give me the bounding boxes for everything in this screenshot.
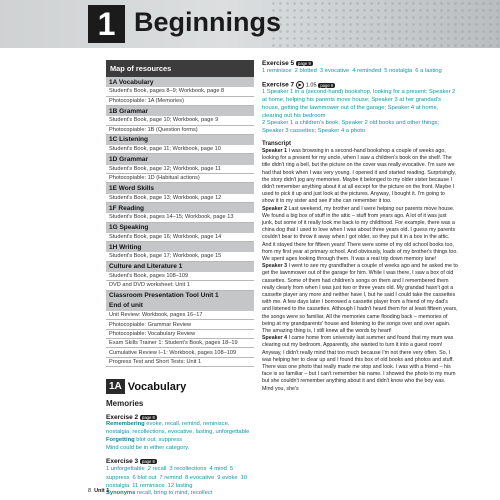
section-subtitle: Memories — [106, 399, 144, 409]
transcript-paragraph: Speaker 1 I was browsing in a second-hand bookshop a couple of weeks ago, looking for a present for my uncle, when I saw a children's book on the shelf. The title didn't ring a bell, but the picture on the cover was really evocative. I'm sure we had that book when I was very young. I opened it and started reading. Surprisingly, the story didn't jog any memories. Maybe it belonged to my older sister because I didn't remember anything about it at all except for the picture on the front. Maybe I used to pick it up and just look at the pictures. Anyway, I bought it. I'm going to show it to my sister and see if she can remember it too. — [262, 147, 456, 205]
answer-item: 3 evocative — [319, 68, 350, 74]
audio-icon: ▶ — [296, 81, 304, 89]
transcript-paragraph: Speaker 2 Last weekend, my brother and I were helping our parents move house. We found a big box of stuff in the attic – stuff from years ago. A lot of it was just junk, but some of it really took me back to my childhood. For example, there was a china dog that I used to love when I was about three years old. I guess my parents couldn't bear to throw it away when I got older, so they put it in a box in the attic. And it stayed there for fifteen years! There were some of my old school books too, from my first year at primary school. And obviously, loads of my brother's things too. We spent ages looking through them. It was a real trip down memory lane! — [262, 205, 458, 263]
map-section-title: 1A Vocabulary — [106, 77, 254, 87]
exercise-7-title: Exercise 7 ▶ 1.05 page 9 — [262, 81, 334, 89]
answer-item: 3 recollections — [169, 466, 207, 473]
answer-item: 5 suppress — [106, 466, 234, 481]
exercise-2-answers — [106, 421, 254, 452]
lesson-title: Vocabulary — [127, 380, 187, 393]
map-section-title: Classroom Presentation Tool Unit 1 — [106, 291, 254, 301]
page-tag: page 8 — [141, 414, 155, 420]
answer-line: 1 Speaker 1 in a (second-hand) bookshop, looking for a present; Speaker 2 at home, helping his parents move house; Speaker 3 at her grandad's house, getting the lawnmower out of the garage; Speaker 4 at home, clearing out his bedroom — [262, 89, 456, 119]
map-section-line: Student's Book, pages 8–9; Workbook, page 8 — [106, 87, 254, 96]
answer-item: 10 nostalgia — [106, 474, 248, 489]
answer-line: Mind could be in either category. — [106, 444, 190, 451]
map-section-title: 1E Word Skills — [106, 183, 254, 193]
map-section-title: 1G Speaking — [106, 223, 254, 233]
left-column — [106, 60, 254, 498]
transcript-title: Transcript — [262, 140, 292, 147]
map-section-title: 1F Reading — [106, 203, 254, 213]
exercise-2-title: Exercise 2 page 8 — [106, 414, 155, 422]
page-number: 8 — [88, 488, 92, 494]
answer-item: 6 blot out — [132, 474, 157, 481]
map-section-line: Photocopiable: 1B (Question forms) — [106, 126, 254, 135]
chapter-banner — [0, 0, 500, 48]
lesson-badge: 1A — [106, 379, 125, 394]
map-section-line: Progress Test and Short Tests: Unit 1 — [106, 358, 254, 367]
footer-unit: Unit 1 — [94, 488, 110, 494]
page-tag: page 9 — [297, 60, 311, 66]
map-of-resources — [106, 60, 254, 367]
map-section-line: Student's Book, page 11; Workbook, page 10 — [106, 145, 254, 154]
unit-title: Beginnings — [134, 7, 281, 37]
answer-item: 6 a lasting — [415, 68, 442, 74]
answer-item: 9 evoke — [217, 474, 238, 481]
map-section-title: 1H Writing — [106, 242, 254, 252]
map-section-title: 1D Grammar — [106, 154, 254, 164]
answer-item: 7 remind — [159, 474, 182, 481]
map-section-line: Photocopiable: Vocabulary Review — [106, 330, 254, 339]
exercise-3-answers — [106, 465, 254, 489]
map-section-line: Photocopiable: Grammar Review — [106, 320, 254, 329]
answer-item: 4 reminded — [352, 68, 382, 74]
answer-item: 11 reminisce — [132, 482, 165, 489]
exercise-5-answers — [262, 67, 458, 75]
exercise-5-title: Exercise 5 page 9 — [262, 60, 311, 67]
synonyms-line: Synonyms recall, bring to mind, recollect — [106, 489, 213, 496]
answer-item: 2 recall — [147, 466, 167, 473]
exercise-3-title: Exercise 3 page 8 — [106, 458, 155, 466]
map-section-title: 1C Listening — [106, 135, 254, 145]
exercise-7-answers — [262, 89, 458, 136]
vocab-heading — [106, 379, 254, 394]
map-section-line: Student's Book, page 13; Workbook, page 12 — [106, 194, 254, 203]
map-section-line: Exam Skills Trainer 1: Student's Book, pages 18–19 — [106, 339, 254, 348]
map-section-line: Student's Book, pages 108–109 — [106, 272, 254, 281]
transcript-paragraph: Speaker 3 I went to see my grandfather a couple of weeks ago and he asked me to get the lawnmower out of the garage for him. While I was there, I saw a box of old cassettes. Some of them had children's songs on them and I remembered them really clearly from when I was just two or three years old. My grandad hasn't got a cassette player any more and neither have I, but he said I could take the cassettes with me. A few days later I borrowed a cassette player from a friend of my dad's and listened to the cassettes. Although I hadn't heard them for at least fifteen years, the songs were so familiar. All the memories came flooding back – memories of being at my grandparents' house and listening to the songs over and over again. The amazing thing is, I still knew all the words by heart! — [262, 263, 458, 335]
map-section-line: Student's Book, pages 14–15; Workbook, page 13 — [106, 213, 254, 222]
map-section-title: End of unit — [106, 301, 254, 311]
answer-item: 1 reminisce — [262, 68, 292, 74]
map-section-line: Unit Review: Workbook, pages 16–17 — [106, 311, 254, 320]
transcript-body — [262, 148, 458, 393]
map-section-line: Student's Book, page 17; Workbook, page 15 — [106, 252, 254, 261]
audio-track: 1.05 — [305, 82, 317, 89]
answer-item: 5 nostalgia — [384, 68, 413, 74]
map-section-line: Student's Book, page 10; Workbook, page 9 — [106, 116, 254, 125]
right-column — [262, 60, 458, 393]
map-section-line: Photocopiable: 1D (Habitual actions) — [106, 174, 254, 183]
map-title: Map of resources — [106, 60, 254, 77]
answer-line: Remembering evoke, recall, remind, reminisce, nostalgia, recollections, evocative, lasting, unforgettable — [106, 421, 250, 435]
map-section-line: Student's Book, page 16; Workbook, page 14 — [106, 233, 254, 242]
answer-item: 4 mind — [209, 466, 227, 473]
answer-item: 12 lasting — [167, 482, 193, 489]
map-section-line: DVD and DVD worksheet: Unit 1 — [106, 281, 254, 290]
answer-line: Forgetting blot out, suppress — [106, 436, 183, 443]
map-section-line: Photocopiable: 1A (Memories) — [106, 97, 254, 106]
map-section-line: Student's Book, page 12; Workbook, page 11 — [106, 165, 254, 174]
page-footer — [88, 488, 109, 494]
unit-number: 1 — [88, 5, 125, 43]
page-tag: page 9 — [320, 82, 334, 88]
answer-item: 1 unforgettable — [106, 466, 145, 473]
transcript-paragraph: Speaker 4 I came home from university last summer and found that my mum was clearing out my bedroom. Apparently, she wanted to turn it into a guest room! Anyway, I didn't really mind that too much because I'm not there very often. So, I was helping her to clear up and I found this box of old books and photos and stuff. There was one photo that really made me stop and look. I was with a friend – his face is so familiar – but I can't remember his name. I showed the photo to my mum but she couldn't remember anything about it and didn't know who the boy was. Mind you, she's — [262, 335, 456, 392]
page-tag: page 8 — [141, 459, 155, 465]
dot-pattern — [270, 0, 500, 48]
map-section-title: Culture and Literature 1 — [106, 262, 254, 272]
answer-line: 2 Speaker 1 a children's book; Speaker 2 old books and other things; Speaker 3 cassettes; Speaker 4 a photo — [262, 120, 440, 135]
answer-item: 2 blotted — [294, 68, 317, 74]
map-section-line: Cumulative Review I–1: Workbook, pages 108–109 — [106, 348, 254, 357]
answer-item: 8 evocative — [184, 474, 215, 481]
map-section-title: 1B Grammar — [106, 106, 254, 116]
